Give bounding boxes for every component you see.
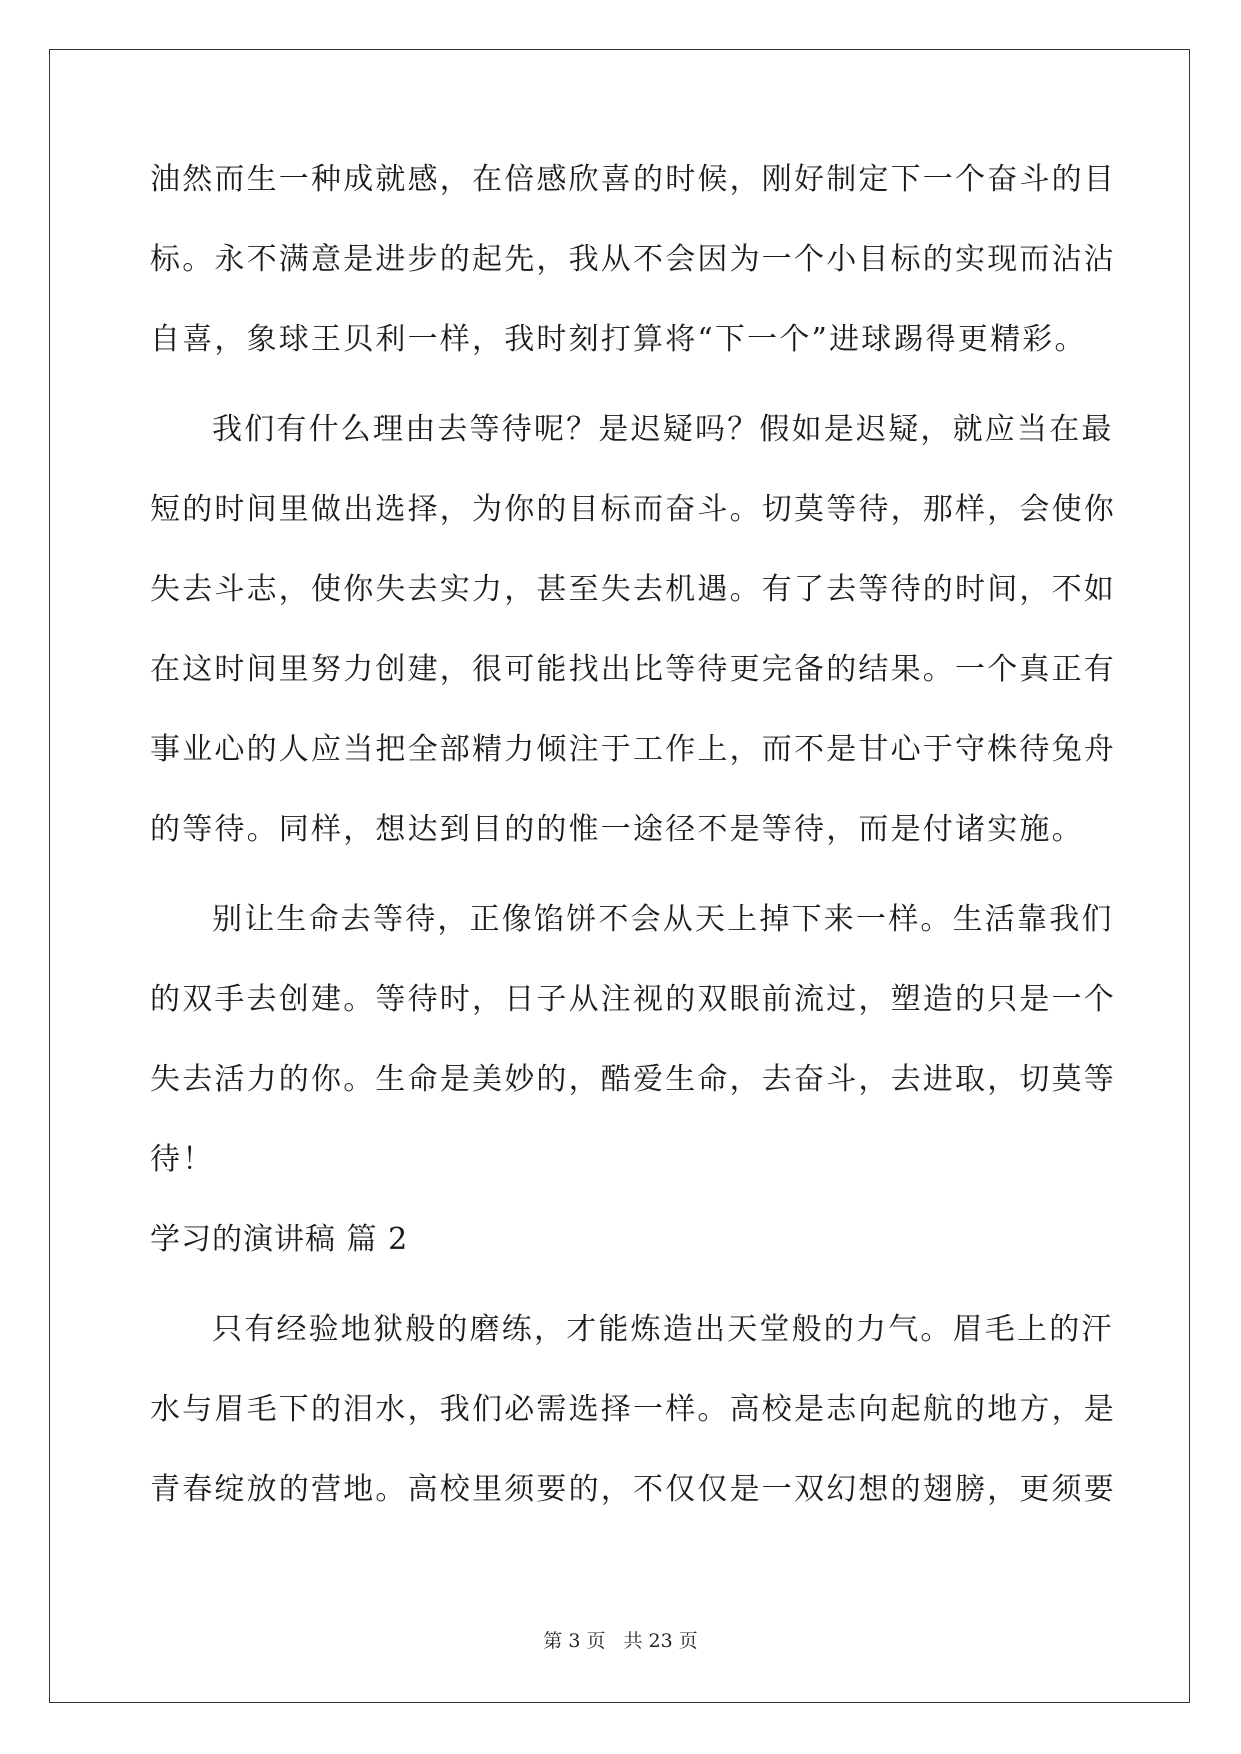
paragraph-line: 事业心的人应当把全部精力倾注于工作上，而不是甘心于守株待兔舟 xyxy=(150,732,1116,767)
page-number: 第 3 页 xyxy=(543,1630,606,1652)
page-footer xyxy=(0,1626,1241,1653)
paragraph-line: 只有经验地狱般的磨练，才能炼造出天堂般的力气。眉毛上的汗 xyxy=(212,1312,1114,1347)
page-border xyxy=(49,49,1190,1703)
paragraph-line: 的双手去创建。等待时，日子从注视的双眼前流过，塑造的只是一个 xyxy=(150,982,1116,1017)
section-heading: 学习的演讲稿 篇 2 xyxy=(150,1222,409,1257)
paragraph-line: 标。永不满意是进步的起先，我从不会因为一个小目标的实现而沾沾 xyxy=(150,242,1116,277)
paragraph-line: 油然而生一种成就感，在倍感欣喜的时候，刚好制定下一个奋斗的目 xyxy=(150,162,1116,197)
paragraph-line: 水与眉毛下的泪水，我们必需选择一样。高校是志向起航的地方，是 xyxy=(150,1392,1116,1427)
paragraph-line: 自喜，象球王贝利一样，我时刻打算将“下一个”进球踢得更精彩。 xyxy=(150,322,1087,357)
paragraph-line: 短的时间里做出选择，为你的目标而奋斗。切莫等待，那样，会使你 xyxy=(150,492,1116,527)
paragraph-line: 待！ xyxy=(150,1142,215,1177)
paragraph-line: 在这时间里努力创建，很可能找出比等待更完备的结果。一个真正有 xyxy=(150,652,1116,687)
paragraph-line: 别让生命去等待，正像馅饼不会从天上掉下来一样。生活靠我们 xyxy=(212,902,1114,937)
page-total: 共 23 页 xyxy=(623,1630,698,1652)
paragraph-line: 的等待。同样，想达到目的的惟一途径不是等待，而是付诸实施。 xyxy=(150,812,1084,847)
paragraph-line: 失去斗志，使你失去实力，甚至失去机遇。有了去等待的时间，不如 xyxy=(150,572,1116,607)
paragraph-line: 青春绽放的营地。高校里须要的，不仅仅是一双幻想的翅膀，更须要 xyxy=(150,1472,1116,1507)
paragraph-line: 失去活力的你。生命是美妙的，酷爱生命，去奋斗，去进取，切莫等 xyxy=(150,1062,1116,1097)
paragraph-line: 我们有什么理由去等待呢？是迟疑吗？假如是迟疑，就应当在最 xyxy=(212,412,1114,447)
